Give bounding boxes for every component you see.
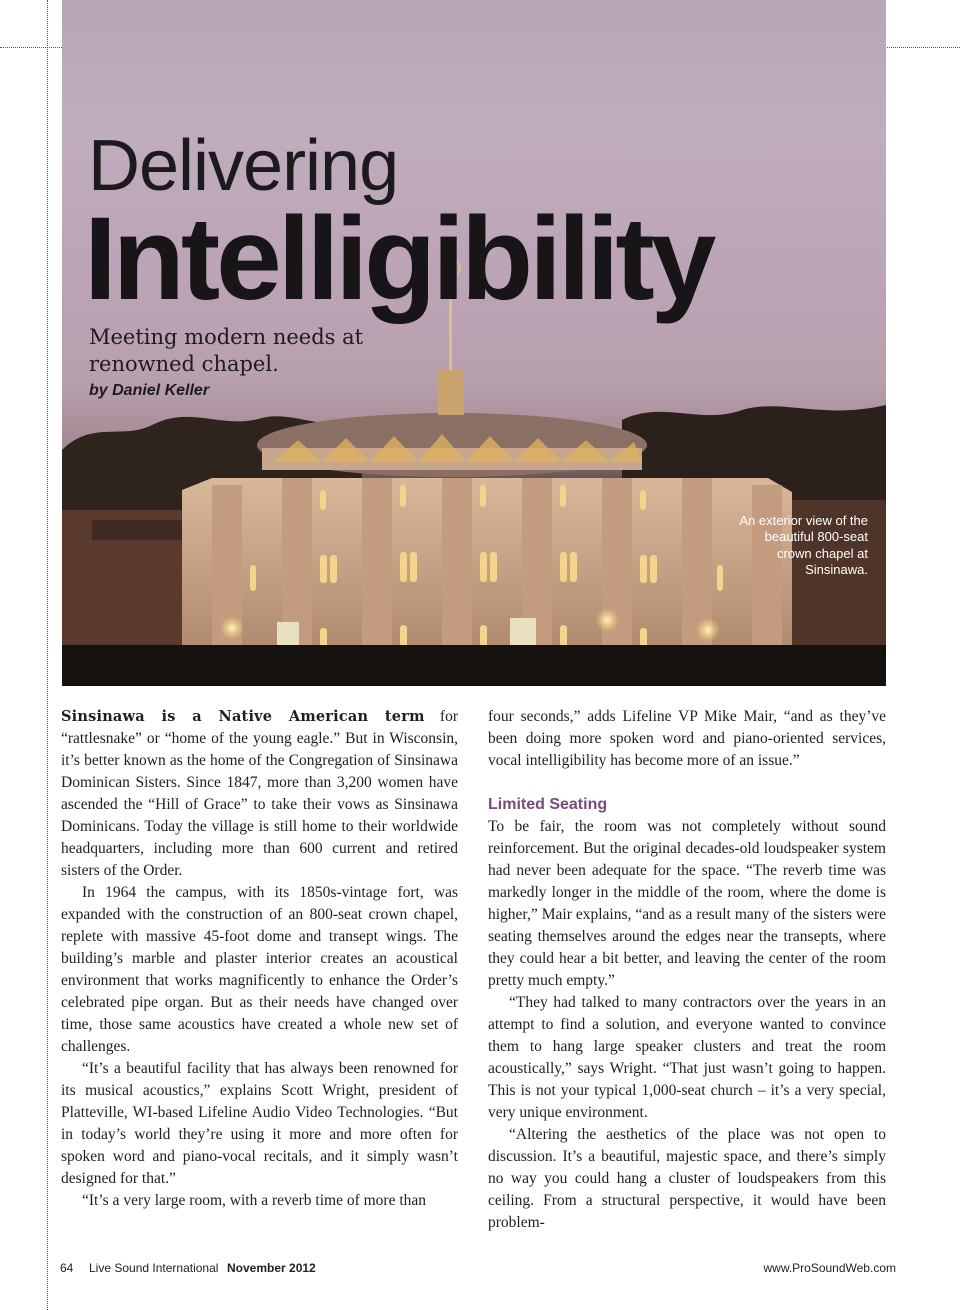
page-number: 64 [60,1261,74,1275]
article-paragraph: In 1964 the campus, with its 1850s-vintage fort, was expanded with the construction of an 800-seat crown chapel, replete with massive 45-foot dome and transept wings. The building’s marble and plaster interior creates an acoustical environment that works magnificently to enhance the Order’s celebrated pipe organ. But as their needs have changed over time, those same acoustics have created a whole new set of challenges. [61,884,458,1055]
article-paragraph: “Altering the aesthetics of the place was not open to discussion. It’s a beautiful, majestic space, and there’s simply no way you could hang a cluster of loudspeakers from this ceiling. From a structural perspective, it would have been problem- [488,1126,886,1231]
deck-subtitle: Meeting modern needs at renowned chapel. [89,325,364,376]
issue-date: November 2012 [227,1261,316,1275]
publication-name: Live Sound International [89,1261,219,1275]
article-paragraph: Sinsinawa is a Native American term for “rattlesnake” or “home of the young eagle.” But in Wisconsin, it’s better known as the home of the Congregation of Sinsinawa Dominican Sisters. Since 1847, more than 3,200 women have ascended the “Hill of Grace” to take their vows as Sinsinawa Dominicans. Today the village is still home to their worldwide headquarters, including more than 600 current and retired sisters of the Order. [61,708,458,879]
page-footer [60,1261,896,1277]
lead-in: Sinsinawa is a Native American term [61,708,425,725]
photo-caption: An exterior view of the beautiful 800-seat crown chapel at Sinsinawa. [739,513,868,578]
article-column-left [61,706,458,1212]
article-paragraph: To be fair, the room was not completely without sound reinforcement. But the original decades-old loudspeaker system had never been adequate for the space. “The reverb time was markedly longer in the middle of the room, where the dome is higher,” Mair explains, “and as a result many of the sisters were seating themselves around the edges near the transepts, where they could hear a bit better, and leaving the center of the room pretty much empty.” [488,818,886,989]
website-url: www.ProSoundWeb.com [763,1261,896,1275]
article-paragraph: “They had talked to many contractors over the years in an attempt to find a solution, and everyone wanted to convince them to hang large speaker clusters and treat the room acoustically,” says Wright. “That just wasn’t going to happen. This is not your typical 1,000-seat church – it’s a very special, very unique environment. [488,994,886,1121]
article-column-right [488,706,886,1234]
byline: by Daniel Keller [89,382,210,399]
headline-line-2: Intelligibility [84,193,713,325]
article-paragraph: four seconds,” adds Lifeline VP Mike Mair, “and as they’ve been doing more spoken word and piano-oriented services, vocal intelligibility has become more of an issue.” [488,708,886,769]
headline-line-1: Delivering [88,126,399,206]
article-paragraph: “It’s a beautiful facility that has always been renowned for its musical acoustics,” explains Scott Wright, president of Platteville, WI-based Lifeline Audio Video Technologies. “But in today’s world they’re using it more and more often for spoken word and piano-vocal recitals, and it simply wasn’t designed for that.” [61,1060,458,1187]
crop-mark-vertical [47,0,48,1310]
section-subhead: Limited Seating [488,796,608,813]
article-paragraph: “It’s a very large room, with a reverb time of more than [82,1192,427,1209]
